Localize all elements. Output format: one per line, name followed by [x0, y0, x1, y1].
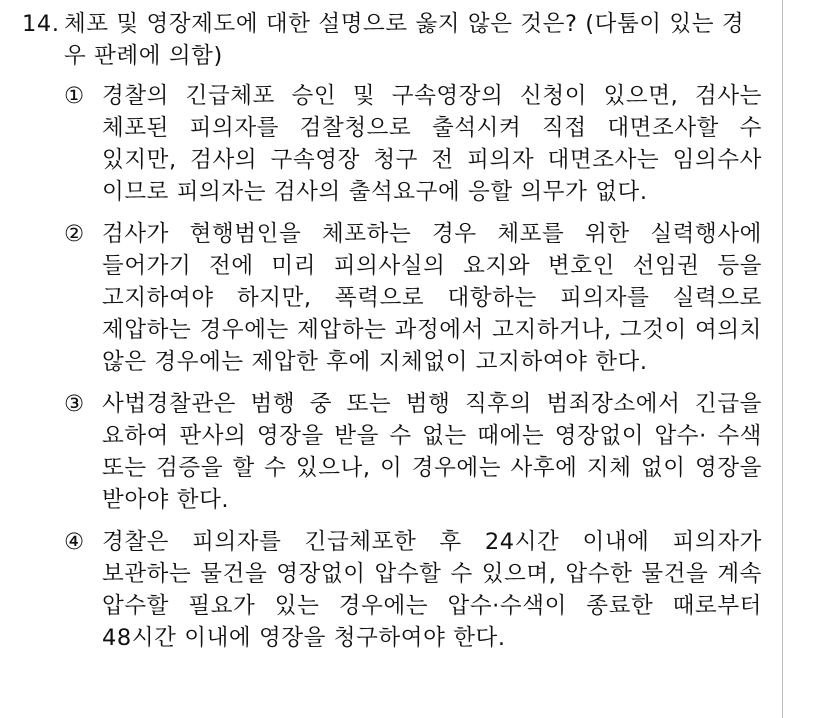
column-divider — [782, 0, 783, 718]
option-2[interactable] — [64, 218, 762, 378]
option-marker: ④ — [64, 529, 85, 555]
option-text: 검사가 현행범인을 체포하는 경우 체포를 위한 실력행사에 들어가기 전에 미리 피의사실의 요지와 변호인 선임권 등을 고지하여야 하지만, 폭력으로 대항하는 피의자를 실력으로 제압하는 경우에는 제압하는 과정에서 고지하거나, 그것이 여의치 않은 경우에는 제압한 후에 지체없이 고지하여야 한다. — [102, 221, 762, 375]
option-marker: ③ — [64, 391, 85, 417]
option-text: 사법경찰관은 범행 중 또는 범행 직후의 범죄장소에서 긴급을 요하여 판사의 영장을 받을 수 없는 때에는 영장없이 압수· 수색 또는 검증을 할 수 있으나, 이 경우에는 사후에 지체 없이 영장을 받아야 한다. — [102, 391, 762, 513]
question-header — [22, 8, 762, 72]
option-marker: ② — [64, 221, 85, 247]
question-14 — [22, 8, 762, 664]
option-4[interactable] — [64, 526, 762, 654]
option-text: 경찰은 피의자를 긴급체포한 후 24시간 이내에 피의자가 보관하는 물건을 영장없이 압수할 수 있으며, 압수한 물건을 계속 압수할 필요가 있는 경우에는 압수·수색이 종료한 때로부터 48시간 이내에 영장을 청구하여야 한다. — [102, 529, 762, 651]
option-1[interactable] — [64, 80, 762, 208]
option-text: 경찰의 긴급체포 승인 및 구속영장의 신청이 있으면, 검사는 체포된 피의자를 검찰청으로 출석시켜 직접 대면조사할 수 있지만, 검사의 구속영장 청구 전 피의자 대면조사는 임의수사 이므로 피의자는 검사의 출석요구에 응할 의무가 없다. — [102, 83, 762, 205]
question-number: 14. — [22, 11, 60, 37]
option-marker: ① — [64, 83, 85, 109]
answer-options — [22, 80, 762, 654]
option-3[interactable] — [64, 388, 762, 516]
question-stem: 체포 및 영장제도에 대한 설명으로 옳지 않은 것은? (다툼이 있는 경우 판례에 의함) — [64, 11, 745, 69]
